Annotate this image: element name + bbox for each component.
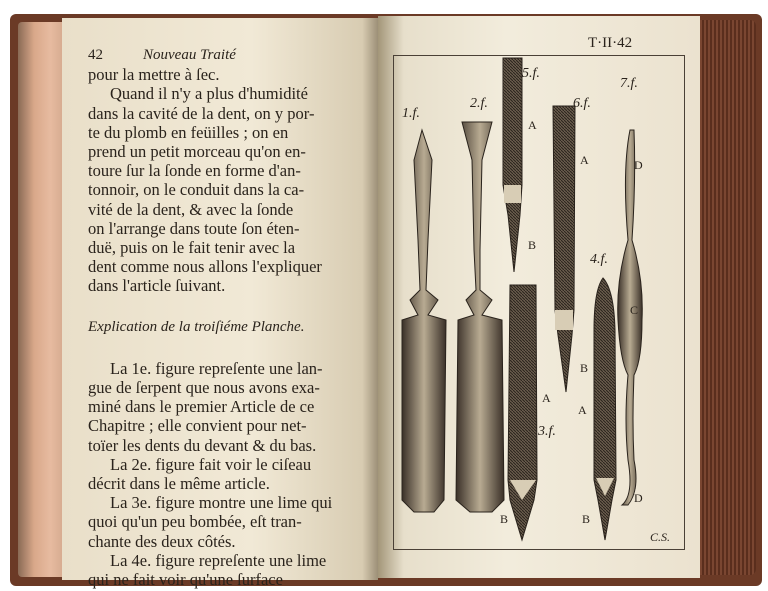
text-line: miné dans le premier Article de ce bbox=[88, 397, 315, 417]
letter-label: A bbox=[578, 403, 587, 417]
letter-label: A bbox=[528, 118, 537, 132]
letter-label: D bbox=[634, 158, 643, 172]
letter-label: C bbox=[630, 303, 639, 317]
figure-label: 6.f. bbox=[573, 96, 591, 111]
tool-figure-5 bbox=[503, 58, 522, 272]
tool-figure-4 bbox=[594, 278, 616, 540]
text-line: vité de la dent, & avec la ſonde bbox=[88, 199, 294, 219]
text-line: te du plomb en feüilles ; on en bbox=[88, 122, 289, 142]
text-line: La 3e. figure montre une lime qui bbox=[110, 493, 333, 513]
text-line: duë, puis on le fait tenir avec la bbox=[88, 238, 296, 258]
text-line: chante des deux côtés. bbox=[88, 531, 236, 551]
figure-label: 1.f. bbox=[402, 106, 420, 121]
section-title: Explication de la troiſiéme Planche. bbox=[88, 318, 305, 335]
text-line: La 1e. figure repreſente une lan- bbox=[110, 358, 323, 378]
tool-figure-1 bbox=[402, 130, 446, 512]
text-line: La 4e. figure repreſente une lime bbox=[110, 550, 327, 570]
text-line: dent comme nous allons l'expliquer bbox=[88, 257, 322, 277]
text-line: dans la cavité de la dent, on y por- bbox=[88, 103, 315, 123]
letter-label: A bbox=[580, 153, 589, 167]
text-line: quoi qu'un peu bombée, eſt tran- bbox=[88, 512, 302, 532]
letter-label: B bbox=[580, 361, 589, 375]
letter-label: D bbox=[634, 491, 643, 505]
page-number: 42 bbox=[88, 47, 103, 63]
figure-label: 5.f. bbox=[522, 66, 540, 81]
text-line: on l'arrange dans toute ſon éten- bbox=[88, 218, 300, 238]
letter-label: A bbox=[542, 391, 551, 405]
letter-label: B bbox=[500, 512, 509, 526]
tool-figure-2 bbox=[456, 122, 504, 512]
figure-label: 2.f. bbox=[470, 96, 488, 111]
plate-number: T·II·42 bbox=[588, 35, 633, 51]
tool-figure-3 bbox=[508, 285, 537, 540]
engraver-mark: C.S. bbox=[650, 530, 671, 544]
tool-figure-6 bbox=[553, 106, 575, 392]
text-line: La 2e. figure fait voir le ciſeau bbox=[110, 454, 312, 474]
text-line: gue de ſerpent que nous avons exa- bbox=[88, 378, 320, 398]
text-line: Quand il n'y a plus d'humidité bbox=[110, 84, 308, 104]
text-line: pour la mettre à ſec. bbox=[88, 65, 220, 85]
running-head: Nouveau Traité bbox=[143, 47, 236, 63]
figure-label: 4.f. bbox=[590, 252, 608, 267]
figure-label: 7.f. bbox=[620, 76, 638, 91]
figure-label: 3.f. bbox=[538, 424, 556, 439]
text-line: Chapitre ; elle convient pour net- bbox=[88, 416, 307, 436]
text-line: dans l'article ſuivant. bbox=[88, 276, 226, 296]
text-line: toure ſur la ſonde en forme d'an- bbox=[88, 161, 301, 181]
text-line: toïer les dents du devant & du bas. bbox=[88, 435, 317, 455]
letter-label: B bbox=[582, 512, 591, 526]
text-line: qui ne fait voir qu'une ſurface bbox=[88, 570, 283, 590]
text-line: prend un petit morceau qu'on en- bbox=[88, 142, 306, 162]
text-line: décrit dans le même article. bbox=[88, 474, 270, 494]
letter-label: B bbox=[528, 238, 537, 252]
text-line: tonnoir, on le conduit dans la ca- bbox=[88, 180, 305, 200]
